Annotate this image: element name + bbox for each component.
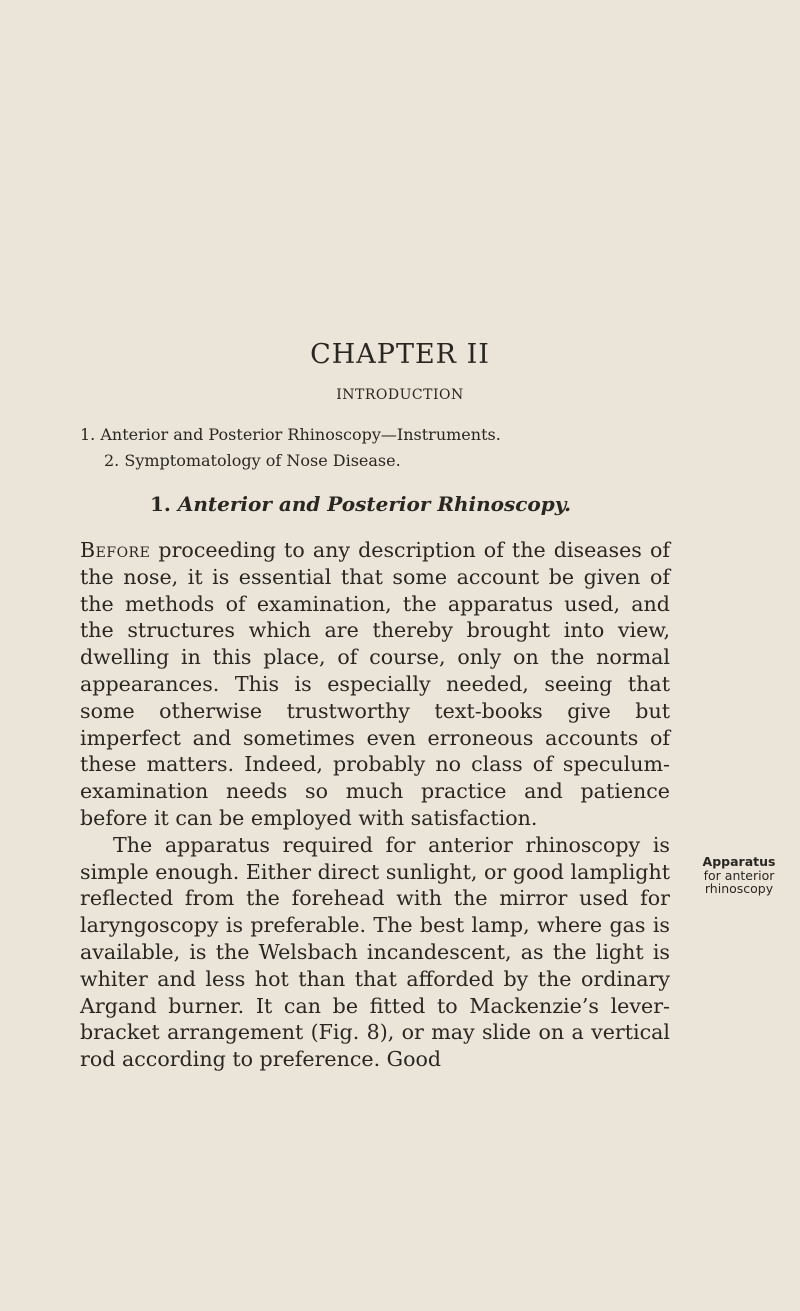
contents-number: 2. <box>104 451 120 470</box>
contents-item-2 <box>104 451 401 470</box>
margin-note-line-2: for anterior <box>703 867 775 883</box>
contents-text: Anterior and Posterior Rhinoscopy—Instruments. <box>100 425 501 444</box>
margin-note-line-1: Apparatus <box>702 854 776 869</box>
chapter-heading: CHAPTER II <box>310 339 490 370</box>
lead-word: Before <box>80 538 151 562</box>
chapter-subheading: INTRODUCTION <box>336 387 464 403</box>
paragraph-1 <box>80 537 670 832</box>
section-title <box>150 492 571 516</box>
contents-item-1 <box>80 425 501 444</box>
paragraph-2: The apparatus required for anterior rhinoscopy is simple enough. Either direct sunlight, or good lamplight reflected from the forehead with the mirror used for laryngoscopy is preferable. The best lamp, where gas is available, is the Welsbach incandescent, as the light is whiter and less hot than that afforded by the ordinary Argand burner. It can be fitted to Mackenzie’s lever-bracket arrangement (Fig. 8), or may slide on a vertical rod according to preference. Good <box>80 832 670 1072</box>
contents-number: 1. <box>80 425 96 444</box>
margin-note-line-3: rhinoscopy <box>704 881 774 896</box>
contents-text: Symptomatology of Nose Disease. <box>124 451 401 470</box>
margin-note <box>678 855 800 896</box>
section-title-text: Anterior and Posterior Rhinoscopy. <box>177 492 572 516</box>
section-number: 1. <box>150 492 171 516</box>
body-text <box>80 537 670 1073</box>
paragraph-1-text: proceeding to any description of the diseases of the nose, it is essential that some account be given of the methods of examination, the apparatus used, and the structures which are thereby brought into view, dwelling in this place, of course, only on the normal appearances. This is especially needed, seeing that some otherwise trustworthy text-books give but imperfect and sometimes even erroneous accounts of these matters. Indeed, probably no class of speculum-examination needs so much practice and patience before it can be employed with satisfaction. <box>80 538 670 830</box>
